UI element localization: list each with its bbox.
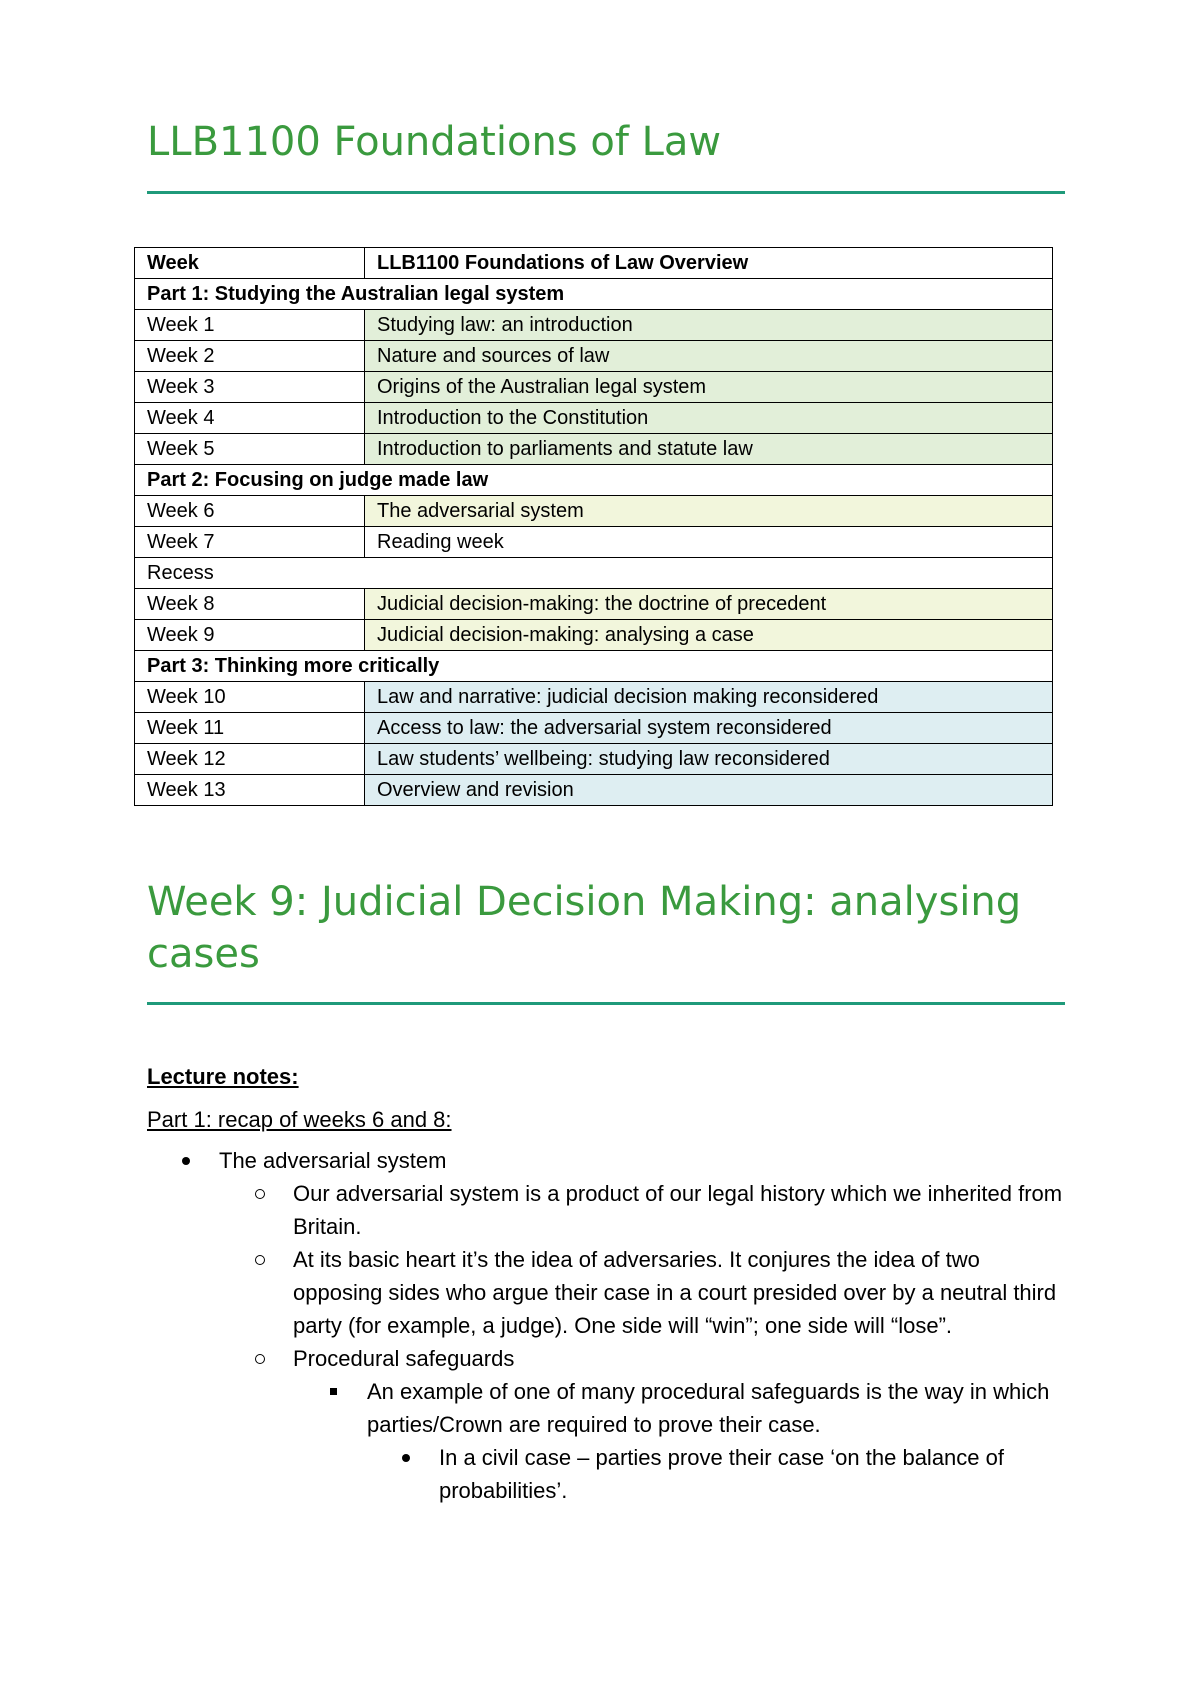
table-row (135, 341, 1053, 372)
table-row (135, 496, 1053, 527)
week-cell: Week 1 (135, 310, 365, 341)
section-divider (147, 1002, 1065, 1005)
week-cell: Week 12 (135, 744, 365, 775)
topic-cell: Access to law: the adversarial system reconsidered (365, 713, 1053, 744)
bullet-icon (255, 1189, 265, 1199)
week-cell: Week 2 (135, 341, 365, 372)
topic-cell: Reading week (365, 527, 1053, 558)
week-cell: Week 5 (135, 434, 365, 465)
list-item (147, 1441, 1067, 1507)
week-cell: Week 7 (135, 527, 365, 558)
list-item (147, 1375, 1067, 1441)
list-item (147, 1243, 1067, 1342)
header-week: Week (135, 248, 365, 279)
table-row (135, 713, 1053, 744)
header-overview: LLB1100 Foundations of Law Overview (365, 248, 1053, 279)
topic-cell: Nature and sources of law (365, 341, 1053, 372)
table-row (135, 434, 1053, 465)
topic-cell: Judicial decision-making: the doctrine of precedent (365, 589, 1053, 620)
table-row (135, 775, 1053, 806)
bullet-icon (330, 1388, 337, 1395)
table-row (135, 310, 1053, 341)
list-item-text: An example of one of many procedural safeguards is the way in which parties/Crown are required to prove their case. (367, 1379, 1050, 1437)
table-recess-row (135, 558, 1053, 589)
week-cell: Week 10 (135, 682, 365, 713)
recess-cell: Recess (135, 558, 1053, 589)
bullet-icon (182, 1157, 190, 1165)
bullet-icon (255, 1354, 265, 1364)
part-heading-cell: Part 3: Thinking more critically (135, 651, 1053, 682)
title-divider (147, 191, 1065, 194)
table-row (135, 527, 1053, 558)
week-cell: Week 9 (135, 620, 365, 651)
topic-cell: Judicial decision-making: analysing a case (365, 620, 1053, 651)
topic-cell: Law and narrative: judicial decision making reconsidered (365, 682, 1053, 713)
list-item-text: Procedural safeguards (293, 1346, 515, 1371)
table-part-row (135, 465, 1053, 496)
table-part-row (135, 279, 1053, 310)
list-item (147, 1177, 1067, 1243)
topic-cell: Introduction to parliaments and statute law (365, 434, 1053, 465)
notes-list (147, 1144, 1067, 1507)
lecture-notes (147, 1060, 1067, 1507)
table-row (135, 589, 1053, 620)
list-item-text: Our adversarial system is a product of our legal history which we inherited from Britain. (293, 1181, 1063, 1239)
week-cell: Week 11 (135, 713, 365, 744)
list-item (147, 1342, 1067, 1375)
table-part-row (135, 651, 1053, 682)
topic-cell: Origins of the Australian legal system (365, 372, 1053, 403)
topic-cell: Introduction to the Constitution (365, 403, 1053, 434)
week-cell: Week 3 (135, 372, 365, 403)
week-cell: Week 4 (135, 403, 365, 434)
list-item-text: At its basic heart it’s the idea of adversaries. It conjures the idea of two opposing sides who argue their case in a court presided over by a neutral third party (for example, a judge). One side will “win”; one side will “lose”. (293, 1247, 1057, 1338)
bullet-icon (255, 1255, 265, 1265)
part-recap-label: Part 1: recap of weeks 6 and 8: (147, 1107, 452, 1132)
lecture-notes-label: Lecture notes: (147, 1064, 299, 1089)
week-cell: Week 8 (135, 589, 365, 620)
list-item-text: The adversarial system (219, 1148, 447, 1173)
section-title: Week 9: Judicial Decision Making: analysing cases (147, 879, 1022, 977)
topic-cell: The adversarial system (365, 496, 1053, 527)
table-header-row (135, 248, 1053, 279)
table-row (135, 403, 1053, 434)
table-row (135, 744, 1053, 775)
course-overview-table (134, 247, 1053, 806)
table-row (135, 372, 1053, 403)
topic-cell: Overview and revision (365, 775, 1053, 806)
table-row (135, 682, 1053, 713)
table-row (135, 620, 1053, 651)
list-item (147, 1144, 1067, 1177)
week-cell: Week 13 (135, 775, 365, 806)
topic-cell: Law students’ wellbeing: studying law reconsidered (365, 744, 1053, 775)
part-heading-cell: Part 1: Studying the Australian legal system (135, 279, 1053, 310)
part-heading-cell: Part 2: Focusing on judge made law (135, 465, 1053, 496)
topic-cell: Studying law: an introduction (365, 310, 1053, 341)
bullet-icon (402, 1454, 410, 1462)
list-item-text: In a civil case – parties prove their case ‘on the balance of probabilities’. (439, 1445, 1004, 1503)
document-title: LLB1100 Foundations of Law (147, 119, 722, 165)
week-cell: Week 6 (135, 496, 365, 527)
